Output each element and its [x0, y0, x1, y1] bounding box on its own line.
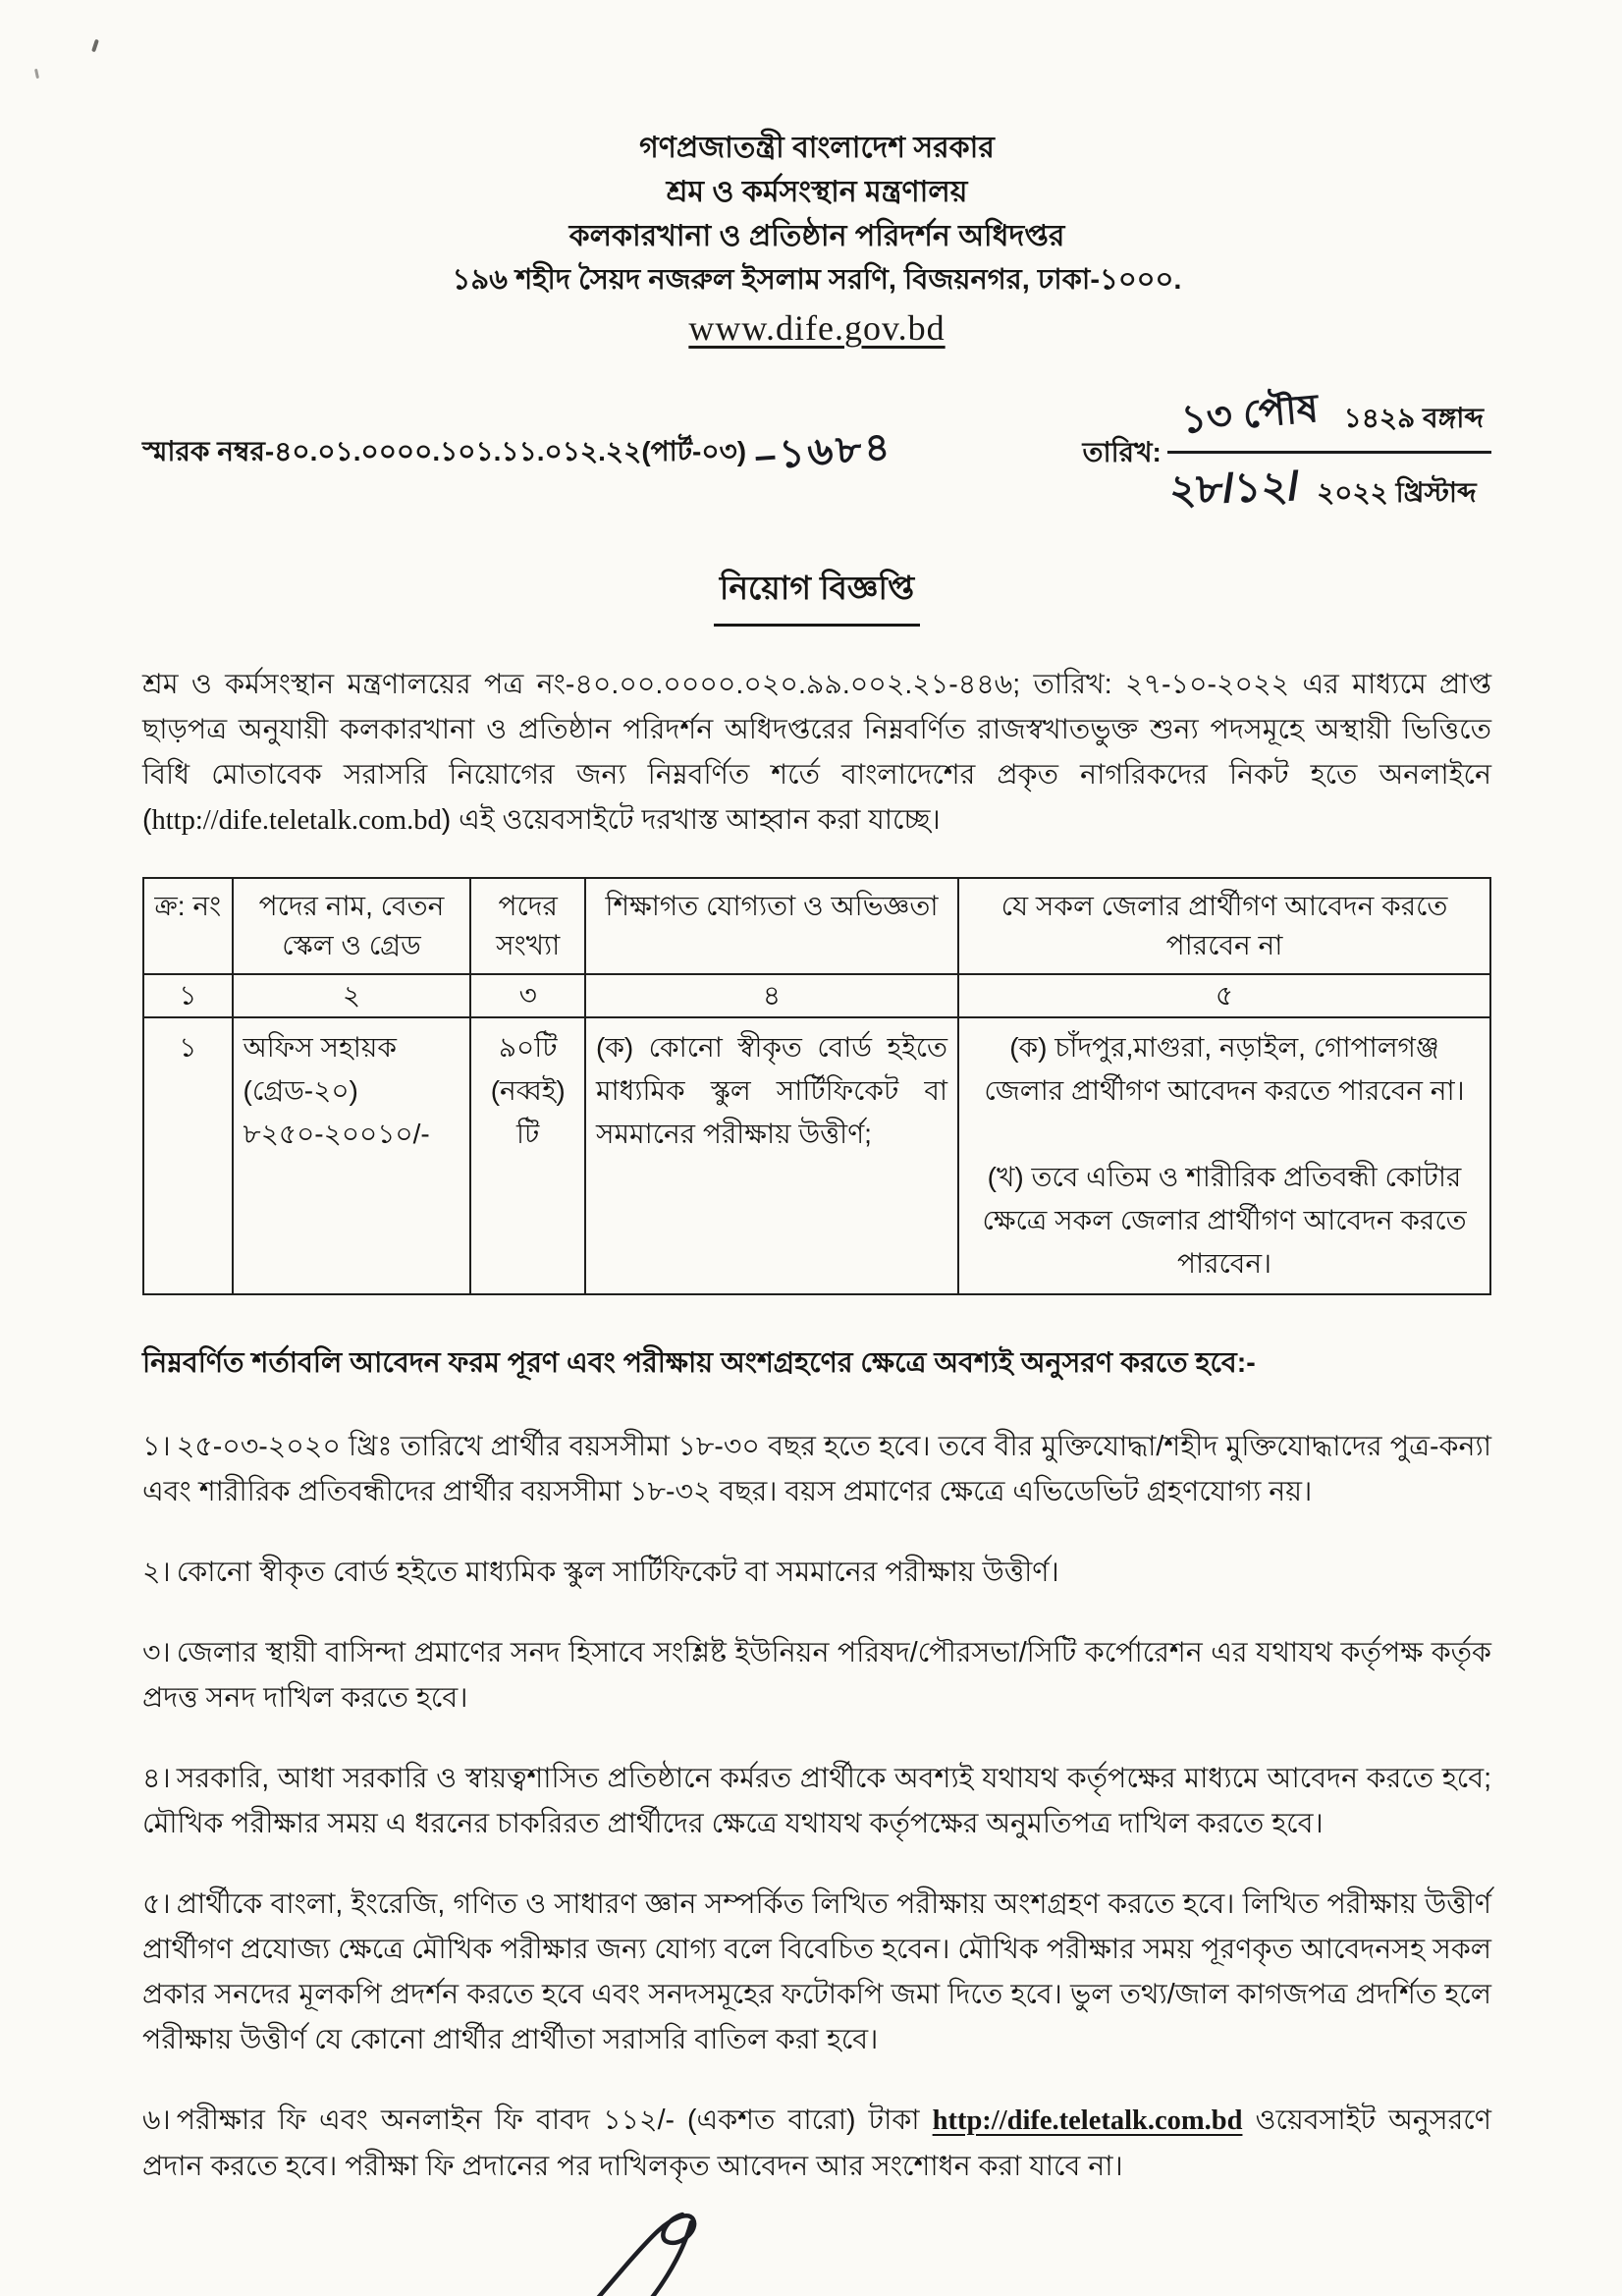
table-header-row — [143, 878, 1490, 974]
gregorian-year-printed: ২০২২ খ্রিস্টাব্দ — [1317, 477, 1477, 508]
header-district: যে সকল জেলার প্রার্থীগণ আবেদন করতে পারবেন না — [958, 878, 1490, 974]
condition-item-1: ১। ২৫-০৩-২০২০ খ্রিঃ তারিখে প্রার্থীর বয়সসীমা ১৮-৩০ বছর হতে হবে। তবে বীর মুক্তিযোদ্ধা/শহীদ মুক্তিযোদ্ধাদের পুত্র-কন্যা এবং শারীরিক প্রতিবন্ধীদের প্রার্থীর বয়সসীমা ১৮-৩২ বছর। বয়স প্রমাণের ক্ষেত্রে এভিডেভিট গ্রহণযোগ্য নয়। — [142, 1431, 1491, 1507]
condition-item-6: ৬। পরীক্ষার ফি এবং অনলাইন ফি বাবদ ১১২/- (একশত বারো) টাকা http://dife.teletalk.com.bd ওয়েবসাইট অনুসরণে প্রদান করতে হবে। পরীক্ষা ফি প্রদানের পর দাখিলকৃত আবেদন আর সংশোধন করা যাবে না। — [142, 2105, 1491, 2182]
date-block — [1083, 383, 1491, 525]
col-num-1: ১ — [143, 974, 233, 1017]
vacancy-table — [142, 877, 1491, 1295]
condition-item-2: ২। কোনো স্বীকৃত বোর্ড হইতে মাধ্যমিক স্কুল সার্টিফিকেট বা সমমানের পরীক্ষায় উত্তীর্ণ। — [142, 1557, 1059, 1588]
letterhead — [142, 126, 1491, 357]
intro-text-after: ) এই ওয়েবসাইটে দরখাস্ত আহ্বান করা যাচ্ছে। — [441, 804, 941, 836]
post-scale: ৮২৫০-২০০১০/- — [243, 1119, 430, 1149]
condition-item-3: ৩। জেলার স্থায়ী বাসিন্দা প্রমাণের সনদ হিসাবে সংশ্লিষ্ট ইউনিয়ন পরিষদ/পৌরসভা/সিটি কর্পোরেশন এর যথাযথ কর্তৃপক্ষ কর্তৃক প্রদত্ত সনদ দাখিল করতে হবে। — [142, 1637, 1491, 1714]
pen-mark — [34, 69, 39, 79]
col-num-2: ২ — [233, 974, 471, 1017]
district-restriction-b: (খ) তবে এতিম ও শারীরিক প্রতিবন্ধী কোটার ক্ষেত্রে সকল জেলার প্রার্থীগণ আবেদন করতে পারবেন। — [982, 1162, 1467, 1279]
government-name: গণপ্রজাতন্ত্রী বাংলাদেশ সরকার — [639, 132, 995, 164]
table-row — [143, 1017, 1490, 1294]
cell-qualification: (ক) কোনো স্বীকৃত বোর্ড হইতে মাধ্যমিক স্কুল সার্টিফিকেট বা সমমানের পরীক্ষায় উত্তীর্ণ; — [585, 1017, 958, 1294]
department-name: কলকারখানা ও প্রতিষ্ঠান পরিদর্শন অধিদপ্তর — [568, 220, 1065, 252]
gregorian-date-line — [1167, 454, 1491, 525]
cell-district-restriction — [958, 1017, 1490, 1294]
signature — [555, 2203, 722, 2296]
date-label: তারিখ: — [1082, 437, 1162, 467]
conditions-heading: নিম্নবর্ণিত শর্তাবলি আবেদন ফরম পূরণ এবং পরীক্ষায় অংশগ্রহণের ক্ষেত্রে অবশ্যই অনুসরণ করতে হবে:- — [142, 1347, 1256, 1379]
header-qualification: শিক্ষাগত যোগ্যতা ও অভিজ্ঞতা — [585, 878, 958, 974]
post-name: অফিস সহায়ক — [243, 1032, 397, 1063]
memo-number-line — [142, 416, 892, 482]
memo-number-handwritten: –১৬৮৪ — [752, 425, 894, 478]
website-link[interactable]: www.dife.gov.bd — [688, 308, 946, 348]
header-post: পদের নাম, বেতন স্কেল ও গ্রেড — [233, 878, 471, 974]
col-num-4: ৪ — [585, 974, 958, 1017]
page-title: নিয়োগ বিজ্ঞপ্তি — [714, 563, 920, 627]
signature-scribble — [555, 2203, 722, 2296]
intro-text-before: শ্রম ও কর্মসংস্থান মন্ত্রণালয়ের পত্র নং-৪০.০০.০০০০.০২০.৯৯.০০২.২১-৪৪৬; তারিখ: ২৭-১০-২০২২ এর মাধ্যমে প্রাপ্ত ছাড়পত্র অনুযায়ী কলকারখানা ও প্রতিষ্ঠান পরিদর্শন অধিদপ্তরের নিম্নবর্ণিত রাজস্বখাতভুক্ত শুন্য পদসমূহে অস্থায়ী ভিত্তিতে বিধি মোতাবেক সরাসরি নিয়োগের জন্য নিম্নবর্ণিত শর্তে বাংলাদেশের প্রকৃত নাগরিকদের নিকট হতে অনলাইনে ( — [142, 669, 1491, 836]
fee-payment-url[interactable]: http://dife.teletalk.com.bd — [932, 2105, 1243, 2136]
condition-item-4: ৪। সরকারি, আধা সরকারি ও স্বায়ত্বশাসিত প্রতিষ্ঠানে কর্মরত প্রার্থীকে অবশ্যই যথাযথ কর্তৃপক্ষের মাধ্যমে আবেদন করতে হবে; মৌখিক পরীক্ষার সময় এ ধরনের চাকরিরত প্রার্থীদের ক্ষেত্রে যথাযথ কর্তৃপক্ষের অনুমতিপত্র দাখিল করতে হবে। — [142, 1763, 1491, 1839]
cell-count: ৯০টি (নব্বই) টি — [470, 1017, 585, 1294]
memo-date-row — [142, 383, 1491, 525]
pen-mark — [91, 39, 99, 53]
col-num-5: ৫ — [958, 974, 1490, 1017]
ministry-name: শ্রম ও কর্মসংস্থান মন্ত্রণালয় — [666, 176, 968, 208]
office-address: ১৯৬ শহীদ সৈয়দ নজরুল ইসলাম সরণি, বিজয়নগর, ঢাকা-১০০০. — [452, 264, 1182, 296]
gregorian-day-handwritten: ২৮/১২/ — [1167, 462, 1300, 514]
date-fraction — [1167, 383, 1491, 525]
cell-serial: ১ — [143, 1017, 233, 1294]
condition-item-5: ৫। প্রার্থীকে বাংলা, ইংরেজি, গণিত ও সাধারণ জ্ঞান সম্পর্কিত লিখিত পরীক্ষায় অংশগ্রহণ করতে হবে। লিখিত পরীক্ষায় উত্তীর্ণ প্রার্থীগণ প্রযোজ্য ক্ষেত্রে মৌখিক পরীক্ষার জন্য যোগ্য বলে বিবেচিত হবেন। মৌখিক পরীক্ষার সময় পূরণকৃত আবেদনসহ সকল প্রকার সনদের মূলকপি প্রদর্শন করতে হবে এবং সনদসমূহের ফটোকপি জমা দিতে হবে। ভুল তথ্য/জাল কাগজপত্র প্রদর্শিত হলে পরীক্ষায় উত্তীর্ণ যে কোনো প্রার্থীর প্রার্থীতা সরাসরি বাতিল করা হবে। — [142, 1888, 1491, 2055]
district-restriction-a: (ক) চাঁদপুর,মাগুরা, নড়াইল, গোপালগঞ্জ জেলার প্রার্থীগণ আবেদন করতে পারবেন না। — [984, 1032, 1465, 1106]
post-grade: (গ্রেড-২০) — [243, 1075, 358, 1106]
intro-paragraph — [142, 662, 1491, 844]
bangla-year-printed: ১৪২৯ বঙ্গাব্দ — [1343, 403, 1484, 433]
bangla-date-line — [1167, 383, 1491, 454]
bangla-day-handwritten: ১৩ পৌষ — [1179, 386, 1321, 443]
col-num-3: ৩ — [470, 974, 585, 1017]
memo-number-printed: স্মারক নম্বর-৪০.০১.০০০০.১০১.১১.০১২.২২(পার্ট-০৩) — [142, 436, 747, 466]
application-url[interactable]: http://dife.teletalk.com.bd — [151, 805, 442, 836]
cell-post — [233, 1017, 471, 1294]
column-number-row — [143, 974, 1490, 1017]
header-serial: ক্র: নং — [143, 878, 233, 974]
header-count: পদের সংখ্যা — [470, 878, 585, 974]
